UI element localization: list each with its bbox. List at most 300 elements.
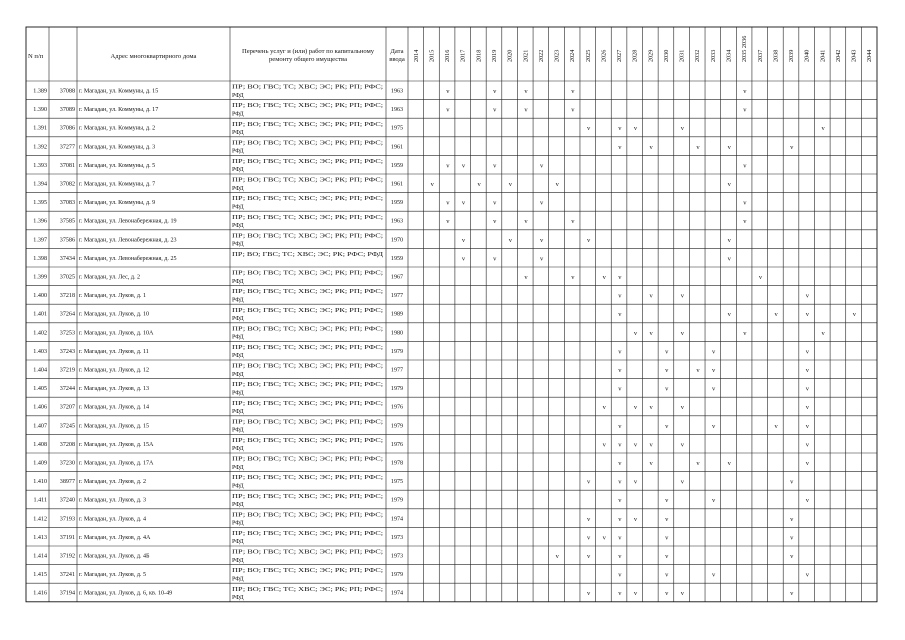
- row-works-line-1: ПР; ВО; ГВС; ТС; ХВС; ЭС; РК; РП; РФС;: [232, 400, 384, 407]
- year-mark: v: [602, 534, 606, 542]
- row-commission-year: 1973: [390, 534, 404, 541]
- year-mark: v: [540, 236, 544, 244]
- year-mark: v: [805, 460, 810, 467]
- year-mark: v: [790, 515, 794, 523]
- row-address: г. Магадан, ул. Луков, д. 13: [79, 386, 150, 393]
- row-number: 1.396: [33, 218, 47, 225]
- row-works-line-1: ПР; ВО; ГВС; ТС; ХВС; ЭС; РК; РП; РФС;: [232, 345, 384, 351]
- table-frame: [26, 27, 877, 602]
- year-mark: v: [743, 218, 747, 226]
- row-commission-year: 1978: [390, 460, 404, 467]
- year-mark: v: [493, 218, 497, 226]
- year-mark: v: [524, 88, 528, 95]
- row-commission-year: 1967: [390, 274, 404, 281]
- year-mark: v: [821, 125, 825, 133]
- row-address: г. Магадан, ул. Луков, д. 2: [79, 479, 147, 486]
- row-commission-year: 1975: [390, 479, 404, 486]
- year-mark: v: [602, 404, 606, 412]
- row-address: г. Магадан, ул. Левонабережная, д. 23: [79, 237, 177, 244]
- year-mark: v: [712, 571, 716, 579]
- header-works: [242, 48, 375, 63]
- year-header: 2039: [788, 49, 796, 62]
- year-mark: v: [571, 88, 575, 95]
- year-mark: v: [618, 143, 622, 151]
- row-works-line-1: ПР; ВО; ГВС; ТС; ХВС; ЭС; РК; РП; РФС;: [232, 307, 384, 314]
- year-mark: v: [430, 181, 434, 188]
- row-commission-year: 1977: [390, 293, 404, 300]
- row-number: 1.397: [33, 237, 47, 244]
- row-commission-year: 1974: [390, 590, 404, 597]
- row-number: 1.410: [33, 479, 47, 486]
- row-works-line-2: РФД: [232, 334, 244, 341]
- year-mark: v: [618, 478, 622, 486]
- row-works-line-2: РФД: [232, 148, 244, 155]
- year-header: 2021: [522, 49, 530, 62]
- row-address: г. Магадан, ул. Коммуны, д. 5: [79, 162, 156, 169]
- table-row: [33, 345, 810, 359]
- year-mark: v: [477, 181, 481, 188]
- year-mark: v: [446, 106, 450, 114]
- year-mark: v: [665, 515, 669, 523]
- row-works-line-2: РФД: [232, 223, 244, 229]
- year-mark: v: [743, 162, 747, 170]
- year-mark: v: [493, 199, 497, 207]
- year-mark: v: [712, 422, 716, 430]
- header-address: Адрес многоквартирного дома: [110, 53, 197, 60]
- row-house-code: 37243: [59, 348, 75, 355]
- row-works-line-1: ПР; ВО; ГВС; ТС; ХВС; ЭС; РК; РП; РФС;: [232, 177, 384, 184]
- year-mark: v: [790, 478, 794, 486]
- year-header: 2032: [694, 49, 702, 62]
- row-works-line-2: РФД: [232, 167, 244, 174]
- row-number: 1.395: [33, 200, 47, 207]
- row-works-line-1: ПР; ВО; ГВС; ТС; ХВС; ЭС; РК; РП; РФС;: [232, 289, 384, 296]
- year-mark: v: [743, 199, 747, 207]
- header-date-line: ввода: [389, 56, 405, 63]
- row-address: г. Магадан, ул. Луков, д. 3: [79, 497, 147, 504]
- year-mark: v: [680, 478, 684, 486]
- row-works-line-2: РФД: [232, 278, 244, 285]
- year-mark: v: [524, 274, 528, 281]
- year-mark: v: [618, 274, 622, 281]
- year-header: 2014: [412, 49, 420, 62]
- row-works-line-1: ПР; ВО; ГВС; ТС; ХВС; ЭС; РК; РП; РФС;: [232, 438, 384, 444]
- year-mark: v: [712, 497, 716, 505]
- year-mark: v: [618, 515, 622, 523]
- year-mark: v: [446, 218, 450, 226]
- year-mark: v: [712, 385, 716, 393]
- row-address: г. Магадан, ул. Луков, д. 6, кв. 10-49: [79, 590, 173, 597]
- row-address: г. Магадан, ул. Луков, д. 1: [79, 293, 147, 300]
- row-address: г. Магадан, ул. Луков, д. 12: [79, 367, 150, 374]
- row-number: 1.406: [33, 404, 47, 411]
- row-works-line-1: ПР; ВО; ГВС; ТС; ХВС; ЭС; РК; РП; РФС;: [232, 326, 384, 333]
- year-mark: v: [727, 311, 731, 319]
- row-commission-year: 1963: [390, 88, 404, 95]
- year-mark: v: [649, 329, 653, 337]
- row-works-line-1: ПР; ВО; ГВС; ТС; ХВС; ЭС; РК; РП; РФС;: [232, 586, 384, 593]
- year-mark: v: [680, 590, 684, 598]
- year-mark: v: [618, 553, 622, 560]
- row-commission-year: 1977: [390, 367, 404, 374]
- year-mark: v: [790, 590, 794, 598]
- row-works-line-2: РФД: [232, 390, 244, 397]
- row-address: г. Магадан, ул. Коммуны, д. 9: [79, 200, 156, 207]
- row-address: г. Магадан, ул. Луков, д. 4Б: [79, 553, 150, 560]
- row-commission-year: 1959: [390, 200, 404, 207]
- year-mark: v: [805, 497, 810, 505]
- year-mark: v: [774, 311, 778, 319]
- row-works-line-2: РФД: [232, 520, 244, 527]
- row-commission-year: 1976: [390, 404, 404, 411]
- year-mark: v: [805, 311, 810, 319]
- year-header: 2042: [834, 49, 842, 62]
- table-row: [33, 531, 794, 545]
- year-mark: v: [540, 255, 544, 263]
- year-column-headers: [413, 36, 873, 62]
- row-number: 1.392: [33, 144, 47, 151]
- year-mark: v: [805, 422, 810, 430]
- year-mark: v: [649, 404, 653, 412]
- year-mark: v: [586, 590, 591, 598]
- row-number: 1.412: [33, 516, 47, 523]
- year-mark: v: [727, 143, 731, 151]
- row-number: 1.405: [33, 386, 47, 393]
- year-mark: v: [727, 236, 731, 244]
- year-header: 2030: [662, 49, 670, 62]
- row-house-code: 37083: [59, 200, 75, 207]
- year-mark: v: [665, 367, 669, 374]
- row-number: 1.408: [33, 441, 47, 448]
- year-mark: v: [680, 441, 684, 449]
- table-row: [33, 438, 810, 452]
- row-works-line-2: РФД: [232, 353, 244, 360]
- table-row: [34, 494, 810, 508]
- row-works-line-1: ПР; ВО; ГВС; ТС; ХВС; ЭС; РК; РП; РФС;: [232, 159, 384, 165]
- row-number: 1.414: [33, 553, 47, 560]
- year-mark: v: [571, 274, 575, 281]
- table-row: [33, 85, 747, 99]
- row-works-line-2: РФД: [232, 241, 244, 248]
- row-house-code: 37207: [59, 404, 75, 411]
- row-house-code: 37230: [59, 460, 75, 467]
- year-header: 2044: [866, 49, 874, 62]
- year-header: 2031: [678, 49, 686, 62]
- row-works-line-1: ПР; ВО; ГВС; ТС; ХВС; ЭС; РК; РП; РФС;: [232, 196, 384, 203]
- year-mark: v: [493, 88, 497, 95]
- year-mark: v: [743, 106, 747, 114]
- row-address: г. Магадан, ул. Коммуны, д. 15: [79, 88, 159, 95]
- year-mark: v: [665, 571, 669, 579]
- row-address: г. Магадан, ул. Коммуны, д. 2: [79, 125, 156, 132]
- row-number: 1.407: [33, 423, 47, 430]
- row-works-line-2: РФД: [232, 371, 244, 378]
- row-works-line-1: ПР; ВО; ГВС; ТС; ХВС; ЭС; РК; РП; РФС;: [232, 475, 384, 482]
- row-address: г. Магадан, ул. Коммуны, д. 3: [79, 144, 156, 151]
- year-mark: v: [446, 199, 450, 207]
- year-mark: v: [493, 255, 497, 263]
- year-mark: v: [633, 329, 638, 337]
- year-mark: v: [461, 236, 466, 244]
- year-header: 2023: [553, 49, 561, 62]
- row-house-code: 37244: [59, 386, 75, 393]
- year-mark: v: [649, 292, 653, 300]
- row-works-line-2: РФД: [232, 316, 244, 322]
- year-header: 2019: [490, 49, 498, 62]
- table-grid: [26, 27, 877, 602]
- table-row: [33, 382, 810, 396]
- row-number: 1.393: [33, 162, 47, 169]
- year-mark: v: [461, 199, 466, 207]
- row-works-line-1: ПР; ВО; ГВС; ТС; ХВС; ЭС; РК; РП; РФС;: [232, 382, 384, 389]
- row-house-code: 37434: [59, 255, 75, 262]
- row-works-line-1: ПР; ВО; ГВС; ТС; ХВС; ЭС; РК; РП; РФС;: [232, 84, 384, 91]
- row-works-line-2: РФД: [232, 502, 244, 508]
- year-header: 2040: [803, 49, 811, 62]
- year-mark: v: [712, 367, 716, 374]
- row-works-line-1: ПР; ВО; ГВС; ТС; ХВС; ЭС; РК; РП; РФС;: [232, 270, 384, 277]
- year-mark: v: [696, 143, 700, 151]
- row-commission-year: 1975: [390, 125, 404, 132]
- year-mark: v: [446, 88, 450, 95]
- year-mark: v: [618, 590, 622, 598]
- year-mark: v: [586, 515, 591, 523]
- year-mark: v: [649, 460, 653, 467]
- year-mark: v: [805, 404, 810, 412]
- header-number: N п/п: [28, 53, 44, 60]
- year-mark: v: [461, 162, 466, 170]
- table-row: [33, 215, 747, 229]
- year-header: 2017: [459, 49, 467, 62]
- table-row: [33, 475, 794, 489]
- year-mark: v: [618, 125, 622, 133]
- row-works-line-1: ПР; ВО; ГВС; ТС; ХВС; ЭС; РК; РП; РФС;: [232, 214, 384, 221]
- year-mark: v: [790, 143, 794, 151]
- row-number: 1.404: [33, 367, 47, 374]
- year-mark: v: [602, 441, 606, 449]
- row-works-line-1: ПР; ВО; ГВС; ТС; ХВС; ЭС; РК; РП; РФС;: [232, 233, 384, 240]
- year-mark: v: [805, 441, 810, 449]
- year-mark: v: [633, 515, 638, 523]
- year-mark: v: [586, 236, 591, 244]
- row-house-code: 37218: [59, 293, 75, 300]
- year-mark: v: [712, 348, 716, 356]
- row-commission-year: 1979: [390, 572, 404, 579]
- row-number: 1.394: [33, 181, 47, 188]
- row-house-code: 37081: [59, 162, 75, 169]
- row-house-code: 37191: [59, 534, 75, 541]
- header-works-line: ремонту общего имущества: [268, 56, 348, 63]
- row-works-line-1: ПР; ВО; ГВС; ТС; ХВС; ЭС; РК; РП; РФС;: [232, 419, 384, 426]
- header-works-line: Перечень услуг и (или) работ по капитальному: [241, 48, 375, 55]
- year-header: 2033: [709, 49, 717, 62]
- row-address: г. Магадан, ул. Луков, д. 15А: [79, 441, 154, 448]
- row-address: г. Магадан, ул. Луков, д. 4А: [79, 534, 151, 541]
- table-row: [33, 550, 794, 564]
- year-mark: v: [524, 106, 528, 114]
- year-mark: v: [680, 404, 684, 412]
- row-works-line-2: РФД: [232, 185, 244, 192]
- table-row: [33, 401, 810, 415]
- row-commission-year: 1959: [390, 255, 404, 262]
- row-works-line-2: РФД: [232, 539, 244, 546]
- year-mark: v: [665, 422, 669, 430]
- year-mark: v: [727, 181, 731, 188]
- row-house-code: 37194: [59, 590, 75, 597]
- year-header: 2027: [616, 49, 624, 62]
- row-number: 1.402: [33, 330, 47, 337]
- row-works-line-2: РФД: [232, 204, 244, 211]
- year-header: 2025: [584, 49, 592, 62]
- row-house-code: 37088: [59, 88, 75, 95]
- row-house-code: 37208: [59, 441, 75, 448]
- year-header: 2029: [647, 49, 655, 62]
- row-works-line-2: РФД: [232, 464, 244, 471]
- table-row: [33, 289, 810, 303]
- year-mark: v: [743, 88, 747, 95]
- table-row: [33, 308, 856, 322]
- row-works-line-2: РФД: [232, 595, 244, 601]
- row-works-line-1: ПР; ВО; ГВС; ТС; ХВС; ЭС; РК; РП; РФС;: [232, 363, 384, 370]
- year-mark: v: [633, 478, 638, 486]
- year-mark: v: [665, 348, 669, 356]
- year-mark: v: [805, 571, 810, 579]
- year-mark: v: [555, 181, 559, 188]
- year-mark: v: [571, 106, 575, 114]
- row-works-line-1: ПР; ВО; ГВС; ТС; ХВС; ЭС; РК; РП; РФС;: [232, 512, 384, 519]
- year-mark: v: [618, 367, 622, 374]
- year-mark: v: [493, 162, 497, 170]
- row-address: г. Магадан, ул. Коммуны, д. 17: [79, 107, 159, 114]
- year-header: 2026: [600, 49, 608, 62]
- row-works-line-1: ПР; ВО; ГВС; ТС; ХВС; ЭС; РК; РП; РФС;: [232, 121, 384, 128]
- row-address: г. Магадан, ул. Луков, д. 4: [79, 516, 147, 523]
- year-mark: v: [665, 553, 669, 560]
- row-number: 1.415: [33, 572, 47, 579]
- row-number: 1.391: [33, 125, 47, 132]
- year-mark: v: [524, 218, 528, 226]
- table-row: [33, 122, 825, 136]
- table-row: [33, 159, 747, 173]
- row-address: г. Магадан, ул. Луков, д. 15: [79, 423, 150, 430]
- row-works-line-2: РФД: [232, 297, 244, 304]
- row-number: 1.401: [33, 311, 47, 318]
- row-works-line-1: ПР; ВО; ГВС; ТС; ХВС; ЭС; РК; РП; РФС;: [232, 493, 384, 500]
- row-works-line-2: РФД: [232, 130, 244, 136]
- year-header: 2028: [631, 49, 639, 62]
- row-commission-year: 1959: [390, 162, 404, 169]
- row-address: г. Магадан, ул. Лес, д. 2: [79, 274, 141, 281]
- year-mark: v: [790, 534, 794, 542]
- year-header: 2041: [819, 49, 827, 62]
- year-mark: v: [508, 181, 513, 188]
- table-row: [33, 271, 763, 285]
- row-commission-year: 1976: [390, 441, 404, 448]
- row-works-line-1: ПР; ВО; ГВС; ТС; ХВС; ЭС; РК; РП; РФС;: [232, 140, 384, 147]
- row-commission-year: 1979: [390, 348, 404, 355]
- year-mark: v: [540, 199, 544, 207]
- table-row: [33, 103, 747, 117]
- table-body: [33, 85, 856, 601]
- row-works-line-1: ПР; ВО; ГВС; ТС; ХВС; ЭС; РК; РП; РФС;: [232, 103, 384, 110]
- year-header: 2037: [756, 49, 764, 62]
- row-house-code: 37082: [59, 181, 75, 188]
- row-commission-year: 1961: [390, 144, 404, 151]
- row-address: г. Магадан, ул. Луков, д. 5: [79, 572, 147, 579]
- row-address: г. Магадан, ул. Коммуны, д. 7: [79, 181, 156, 188]
- row-number: 1.400: [33, 293, 47, 300]
- year-mark: v: [696, 367, 700, 374]
- year-mark: v: [790, 553, 794, 560]
- row-works-line-1: ПР; ВО; ГВС; ТС; ХВС; ЭС; РК; РП; РФС;: [232, 549, 384, 556]
- year-mark: v: [805, 292, 810, 300]
- year-mark: v: [540, 162, 544, 170]
- year-mark: v: [665, 590, 669, 598]
- row-number: 1.389: [33, 88, 47, 95]
- row-number: 1.390: [33, 107, 47, 114]
- row-number: 1.403: [33, 348, 47, 355]
- year-mark: v: [602, 274, 606, 281]
- row-commission-year: 1963: [390, 218, 404, 225]
- row-commission-year: 1979: [390, 386, 404, 393]
- row-house-code: 37253: [59, 330, 75, 337]
- row-address: г. Магадан, ул. Луков, д. 14: [79, 404, 150, 411]
- row-commission-year: 1979: [390, 497, 404, 504]
- table-row: [33, 140, 794, 154]
- row-works-line-2: РФД: [232, 576, 244, 583]
- table-row: [33, 326, 825, 340]
- year-mark: v: [665, 534, 669, 542]
- row-house-code: 37240: [59, 497, 75, 504]
- year-mark: v: [805, 348, 810, 356]
- row-number: 1.409: [33, 460, 47, 467]
- row-number: 1.398: [33, 255, 47, 262]
- year-header: 2043: [850, 49, 858, 62]
- row-house-code: 37219: [59, 367, 75, 374]
- year-mark: v: [680, 292, 684, 300]
- year-header: 2022: [537, 49, 545, 62]
- year-mark: v: [618, 348, 622, 356]
- row-house-code: 37277: [59, 144, 75, 151]
- year-mark: v: [618, 441, 622, 449]
- row-works-line-1: ПР; ВО; ГВС; ТС; ХВС; ЭС; РК; РФС; РФД: [232, 252, 383, 258]
- year-header: 2038: [772, 49, 780, 62]
- year-header: 2020: [506, 49, 514, 62]
- row-house-code: 37192: [59, 553, 75, 560]
- year-mark: v: [618, 385, 622, 393]
- year-mark: v: [461, 255, 466, 263]
- year-mark: v: [586, 553, 591, 560]
- year-mark: v: [805, 367, 810, 374]
- row-house-code: 37241: [59, 572, 75, 579]
- table-header: [28, 48, 405, 63]
- row-commission-year: 1974: [390, 516, 404, 523]
- row-house-code: 37585: [59, 218, 75, 225]
- row-house-code: 37264: [59, 311, 75, 318]
- year-mark: v: [743, 329, 747, 337]
- year-header: 2024: [569, 49, 577, 62]
- year-mark: v: [821, 329, 825, 337]
- row-commission-year: 1961: [390, 181, 404, 188]
- row-commission-year: 1980: [390, 330, 404, 337]
- year-mark: v: [852, 311, 856, 319]
- year-mark: v: [633, 125, 638, 133]
- header-date: [389, 48, 405, 63]
- year-mark: v: [680, 125, 684, 133]
- row-address: г. Магадан, ул. Луков, д. 10: [79, 311, 150, 318]
- row-works-line-2: РФД: [232, 427, 244, 434]
- row-commission-year: 1970: [390, 237, 404, 244]
